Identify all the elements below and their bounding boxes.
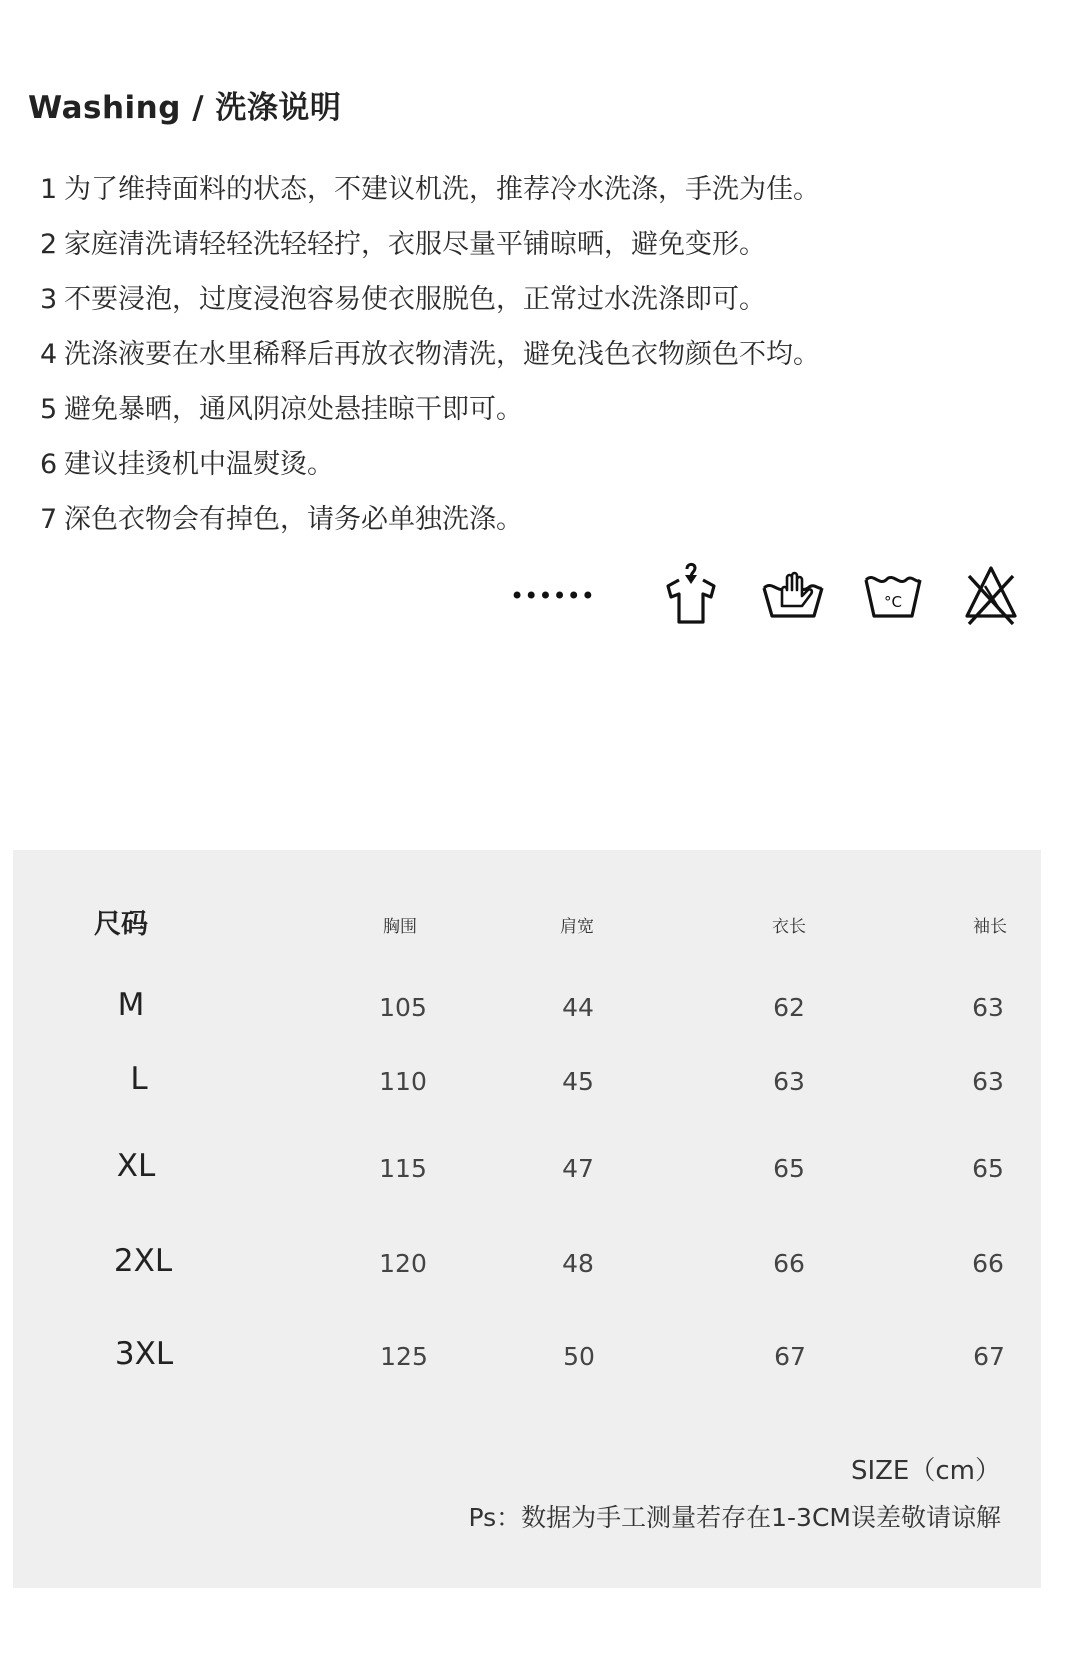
instruction-item: 4 洗涤液要在水里稀释后再放衣物清洗，避免浅色衣物颜色不均。 [40,339,820,370]
length-value: 65 [773,1154,805,1183]
length-value: 62 [773,993,805,1022]
length-value: 67 [774,1342,806,1371]
sleeve-value: 67 [973,1342,1005,1371]
svg-text:°C: °C [884,593,902,611]
shoulder-value: 48 [562,1249,594,1278]
size-label: L [130,1061,148,1097]
measurement-note: Ps：数据为手工测量若存在1-3CM误差敬请谅解 [468,1503,1001,1532]
chest-value: 110 [379,1067,427,1096]
size-label: 2XL [113,1243,173,1279]
hang-dry-icon [660,560,722,626]
sleeve-value: 66 [972,1249,1004,1278]
instruction-item: 5 避免暴晒，通风阴凉处悬挂晾干即可。 [40,394,523,425]
hand-wash-icon [760,560,826,626]
size-chart-panel [13,850,1041,1588]
length-value: 66 [773,1249,805,1278]
header-shoulder: 肩宽 [560,917,594,937]
size-label: 3XL [114,1336,174,1372]
instruction-item: 1 为了维持面料的状态，不建议机洗，推荐冷水洗涤，手洗为佳。 [40,174,820,205]
sleeve-value: 65 [972,1154,1004,1183]
sleeve-value: 63 [972,993,1004,1022]
ellipsis-dots: •••••• [510,582,595,610]
care-symbols-row [0,560,1080,630]
chest-value: 115 [379,1154,427,1183]
shoulder-value: 45 [562,1067,594,1096]
chest-value: 125 [380,1342,428,1371]
size-label: M [117,987,145,1023]
shoulder-value: 50 [563,1342,595,1371]
instruction-item: 7 深色衣物会有掉色，请务必单独洗涤。 [40,504,523,535]
do-not-bleach-icon [963,560,1019,626]
header-sleeve: 袖长 [973,917,1007,937]
header-length: 衣长 [772,917,806,937]
length-value: 63 [773,1067,805,1096]
instruction-item: 6 建议挂烫机中温熨烫。 [40,449,334,480]
chest-value: 120 [379,1249,427,1278]
sleeve-value: 63 [972,1067,1004,1096]
size-unit-label: SIZE（cm） [850,1456,1001,1486]
washing-title: Washing / 洗涤说明 [28,90,342,126]
instruction-item: 3 不要浸泡，过度浸泡容易使衣服脱色，正常过水洗涤即可。 [40,284,766,315]
instruction-item: 2 家庭清洗请轻轻洗轻轻拧，衣服尽量平铺晾晒，避免变形。 [40,229,766,260]
shoulder-value: 44 [562,993,594,1022]
shoulder-value: 47 [562,1154,594,1183]
size-label: XL [116,1148,156,1184]
chest-value: 105 [379,993,427,1022]
washing-instructions [40,170,820,555]
header-size: 尺码 [94,909,148,940]
wash-temperature-icon [862,560,924,626]
header-chest: 胸围 [383,917,417,937]
